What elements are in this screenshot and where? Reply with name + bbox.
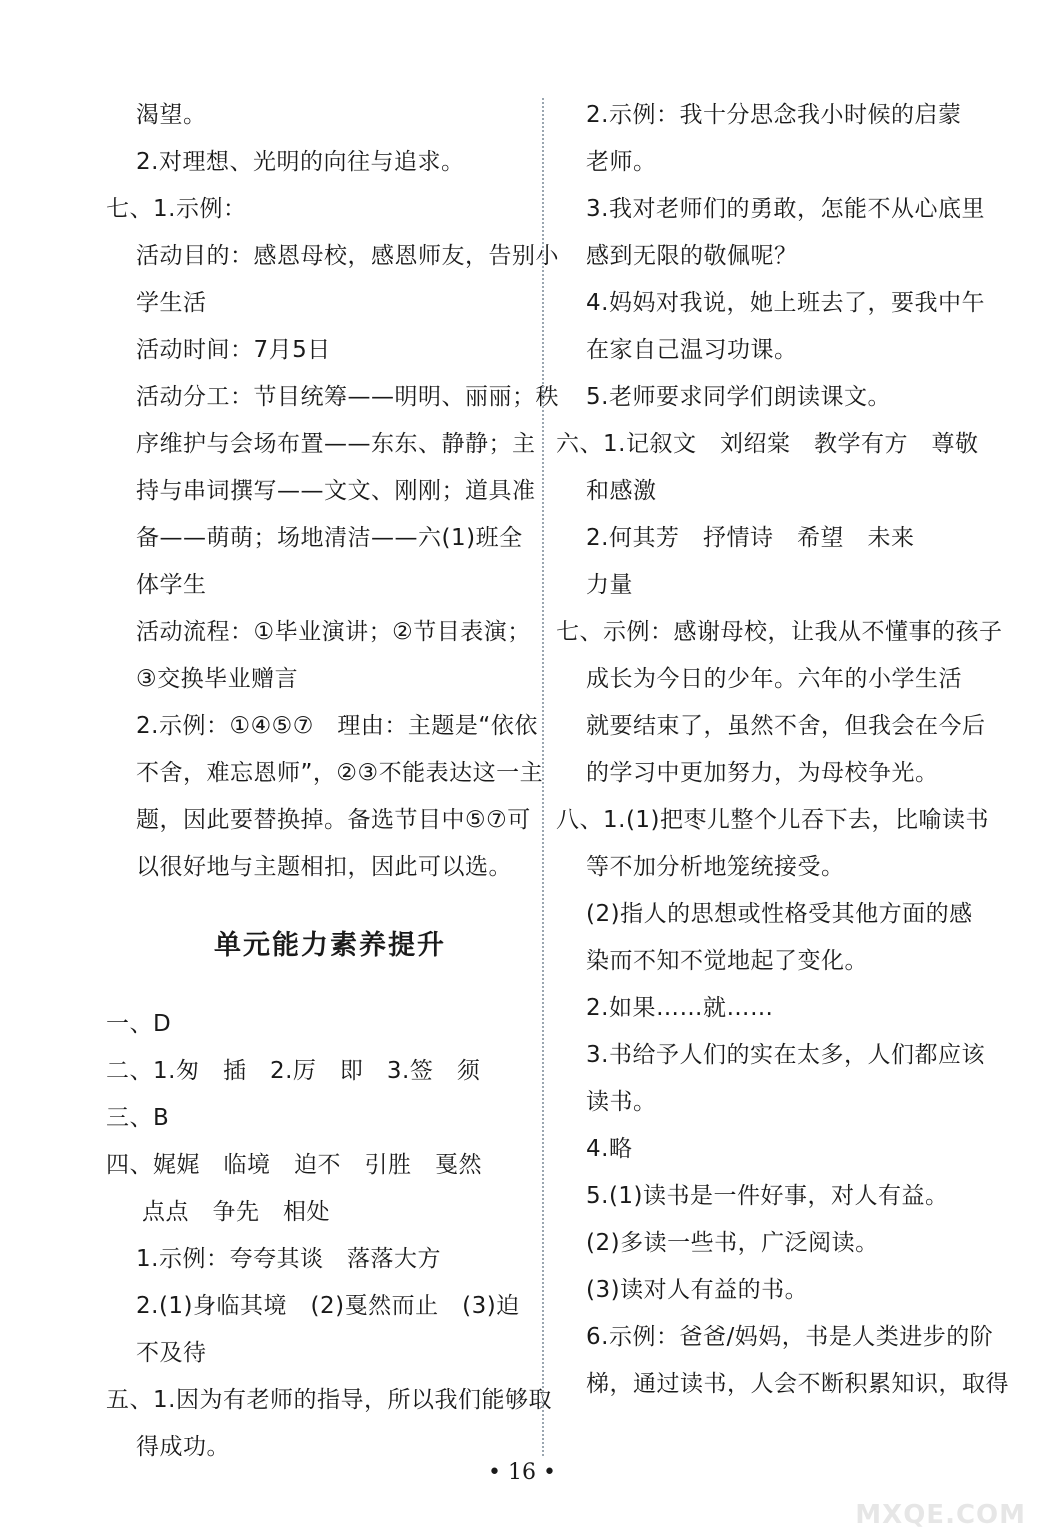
answer-line: 得成功。 — [136, 1434, 230, 1460]
answer-line: 成长为今日的少年。六年的小学生活 — [586, 666, 962, 692]
section-line: 一、D — [106, 1011, 172, 1037]
answer-line: 3.我对老师们的勇敢，怎能不从心底里 — [586, 196, 985, 222]
answer-line: 的学习中更加努力，为母校争光。 — [586, 760, 939, 786]
answer-line: 2.示例：我十分思念我小时候的启蒙 — [586, 102, 962, 128]
answer-line: (2)多读一些书，广泛阅读。 — [586, 1230, 879, 1256]
answer-line: 感到无限的敬佩呢？ — [586, 243, 798, 269]
answer-line: 以很好地与主题相扣，因此可以选。 — [136, 854, 512, 880]
answer-line: 2.示例：①④⑤⑦ 理由：主题是“依依 — [136, 713, 538, 739]
answer-line: 序维护与会场布置——东东、静静；主 — [136, 431, 536, 457]
answer-line: 活动流程：①毕业演讲；②节目表演； — [136, 619, 531, 645]
answer-line: 点点 争先 相处 — [142, 1199, 330, 1225]
answer-line: 体学生 — [136, 572, 207, 598]
watermark-text: MXQE.COM — [855, 1500, 1026, 1530]
answer-line: 备——萌萌；场地清洁——六(1)班全 — [136, 525, 523, 551]
section-line: 二、1.匆 插 2.厉 即 3.签 须 — [106, 1058, 481, 1084]
answer-line: 不舍，难忘恩师”，②③不能表达这一主 — [136, 760, 544, 786]
section-line: 七、1.示例： — [106, 196, 247, 222]
answer-line: 读书。 — [586, 1089, 657, 1115]
answer-line: 渴望。 — [136, 102, 207, 128]
answer-line: 6.示例：爸爸/妈妈，书是人类进步的阶 — [586, 1324, 994, 1350]
answer-line: 2.何其芳 抒情诗 希望 未来 — [586, 525, 915, 551]
answer-line: 4.略 — [586, 1136, 633, 1162]
answer-line: 3.书给予人们的实在太多，人们都应该 — [586, 1042, 985, 1068]
answer-line: 等不加分析地笼统接受。 — [586, 854, 845, 880]
answer-line: 4.妈妈对我说，她上班去了，要我中午 — [586, 290, 985, 316]
answer-line: 力量 — [586, 572, 633, 598]
answer-line: 活动时间：7月5日 — [136, 337, 331, 363]
answer-line: 题，因此要替换掉。备选节目中⑤⑦可 — [136, 807, 531, 833]
section-line: 五、1.因为有老师的指导，所以我们能够取 — [106, 1387, 552, 1413]
answer-line: 2.(1)身临其境 (2)戛然而止 (3)迫 — [136, 1293, 520, 1319]
answer-line: 就要结束了，虽然不舍，但我会在今后 — [586, 713, 986, 739]
answer-line: 活动目的：感恩母校，感恩师友，告别小 — [136, 243, 559, 269]
right-column — [556, 92, 1009, 1408]
answer-line: 2.如果……就…… — [586, 995, 774, 1021]
section-line: 三、B — [106, 1105, 170, 1131]
answer-line: 不及待 — [136, 1340, 207, 1366]
answer-line: 1.示例：夸夸其谈 落落大方 — [136, 1246, 441, 1272]
answer-line: 老师。 — [586, 149, 657, 175]
left-column — [106, 92, 559, 1471]
column-divider — [542, 98, 544, 1456]
section-line: 七、示例：感谢母校，让我从不懂事的孩子 — [556, 619, 1003, 645]
answer-line: 活动分工：节目统筹——明明、丽丽；秩 — [136, 384, 559, 410]
answer-line: 和感激 — [586, 478, 657, 504]
section-line: 八、1.(1)把枣儿整个儿吞下去，比喻读书 — [556, 807, 990, 833]
answer-line: 5.老师要求同学们朗读课文。 — [586, 384, 891, 410]
answer-line: 2.对理想、光明的向往与追求。 — [136, 149, 465, 175]
answer-line: 学生活 — [136, 290, 207, 316]
section-line: 六、1.记叙文 刘绍棠 教学有方 尊敬 — [556, 431, 979, 457]
page-number: • 16 • — [488, 1460, 556, 1485]
answer-line: 染而不知不觉地起了变化。 — [586, 948, 868, 974]
answer-line: (2)指人的思想或性格受其他方面的感 — [586, 901, 973, 927]
answer-line: 梯，通过读书，人会不断积累知识，取得 — [586, 1371, 1009, 1397]
section-line: 四、娓娓 临境 迫不 引胜 戛然 — [106, 1152, 482, 1178]
answer-line: ③交换毕业赠言 — [136, 666, 299, 692]
watermark-logo — [855, 1460, 1026, 1530]
answer-line: (3)读对人有益的书。 — [586, 1277, 809, 1303]
answer-line: 持与串词撰写——文文、刚刚；道具准 — [136, 478, 536, 504]
unit-heading: 单元能力素养提升 — [214, 930, 446, 961]
answer-line: 5.(1)读书是一件好事，对人有益。 — [586, 1183, 949, 1209]
answer-line: 在家自己温习功课。 — [586, 337, 798, 363]
